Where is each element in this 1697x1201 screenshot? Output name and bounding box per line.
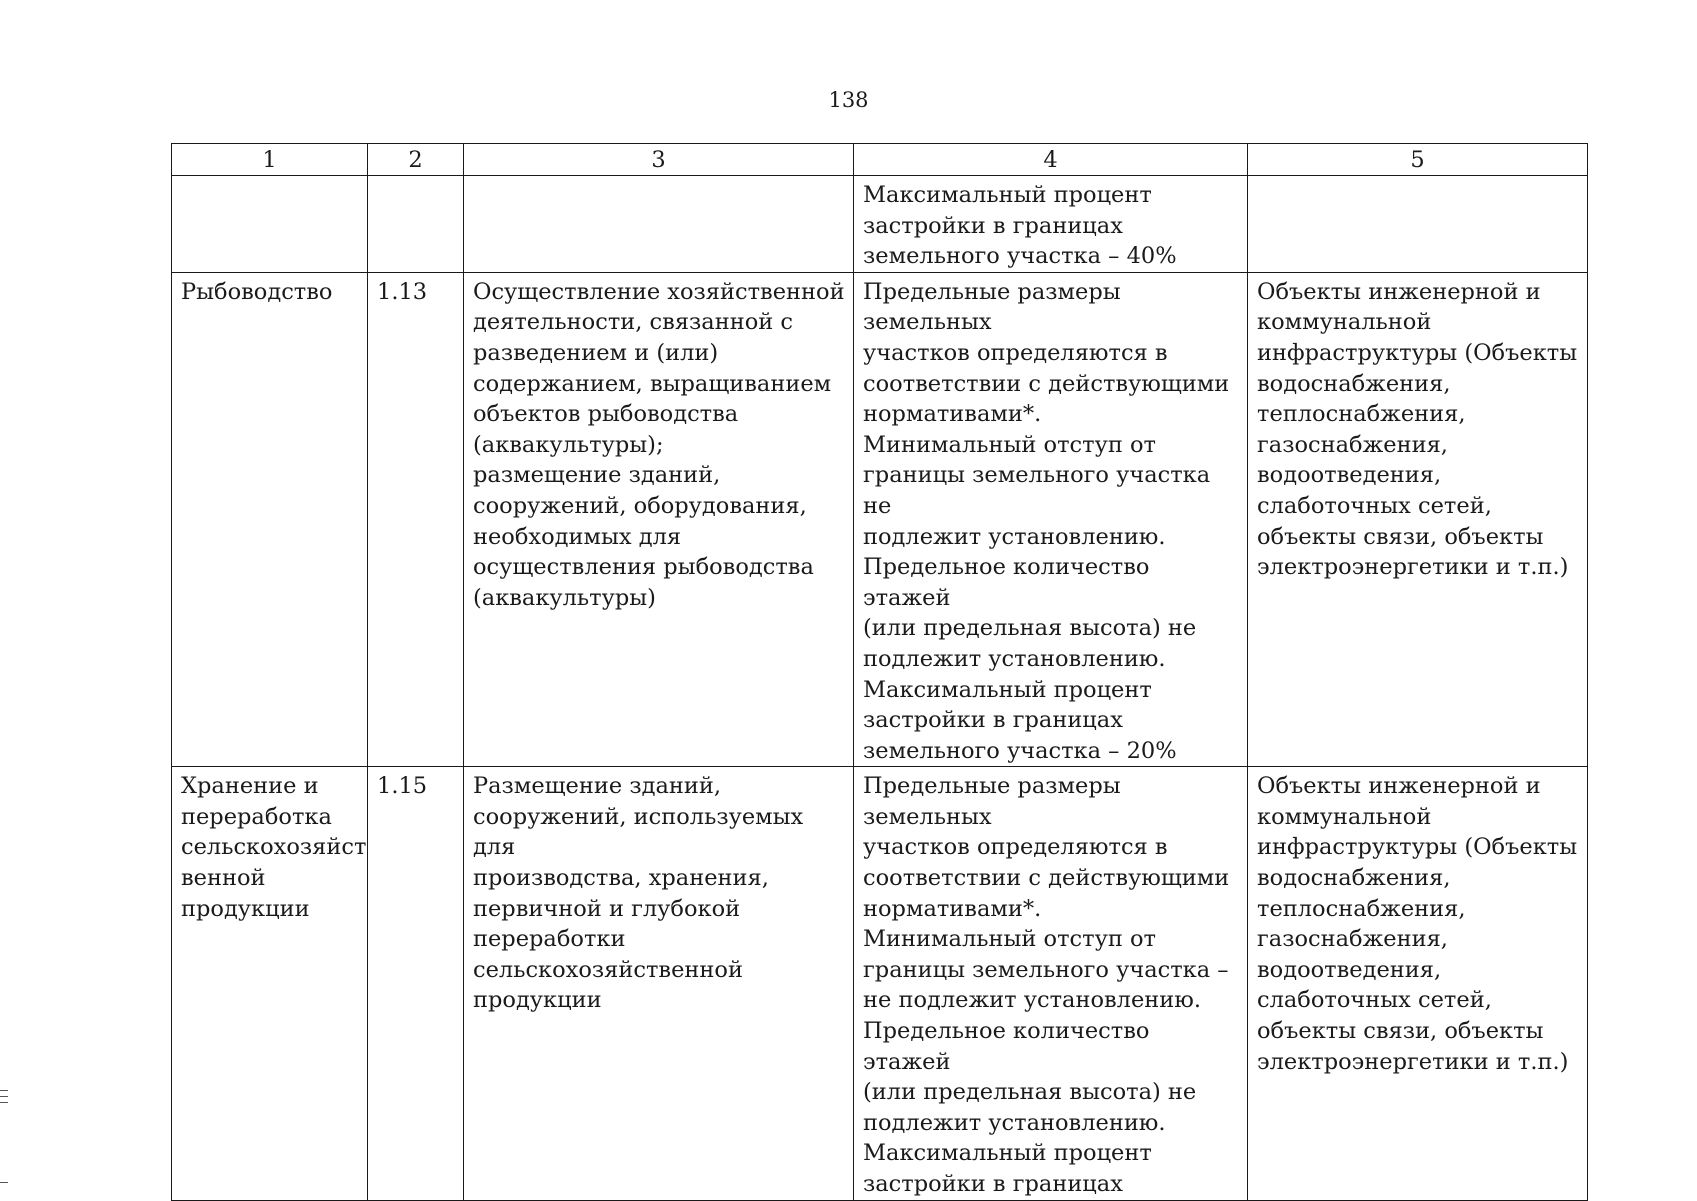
use-type-cell <box>172 176 368 273</box>
table-row <box>172 272 1588 767</box>
use-type-cell: Рыбоводство <box>172 272 368 767</box>
parameters-cell: Максимальный процент застройки в границах земельного участка – 40% <box>854 176 1248 273</box>
parameters-cell: Предельные размеры земельных участков определяются в соответствии с действующими нормативами*. Минимальный отступ от границы земельного участка – не подлежит установлению. Предельное количество этажей (или предельная высота) не подлежит установлению. Максимальный процент застройки в границах <box>854 767 1248 1200</box>
header-cell-1: 1 <box>172 144 368 176</box>
page-number: 138 <box>828 88 869 112</box>
code-cell: 1.15 <box>368 767 464 1200</box>
table-row <box>172 767 1588 1200</box>
scan-edge-mark <box>0 1102 8 1103</box>
description-cell <box>464 176 854 273</box>
scan-edge-mark <box>0 1182 8 1183</box>
header-cell-2: 2 <box>368 144 464 176</box>
description-cell: Размещение зданий, сооружений, используемых для производства, хранения, первичной и глубокой переработки сельскохозяйственной продукции <box>464 767 854 1200</box>
code-cell: 1.13 <box>368 272 464 767</box>
header-cell-4: 4 <box>854 144 1248 176</box>
header-row <box>172 144 1588 176</box>
scan-edge-mark <box>0 1096 8 1097</box>
auxiliary-objects-cell <box>1248 176 1588 273</box>
use-type-cell: Хранение и переработка сельскохозяйст венной продукции <box>172 767 368 1200</box>
scan-edge-mark <box>0 1090 8 1091</box>
header-cell-5: 5 <box>1248 144 1588 176</box>
parameters-cell: Предельные размеры земельных участков определяются в соответствии с действующими нормативами*. Минимальный отступ от границы земельного участка не подлежит установлению. Предельное количество этажей (или предельная высота) не подлежит установлению. Максимальный процент застройки в границах земельного участка – 20% <box>854 272 1248 767</box>
description-cell: Осуществление хозяйственной деятельности, связанной с разведением и (или) содержанием, выращиванием объектов рыбоводства (аквакультуры); размещение зданий, сооружений, оборудования, необходимых для осуществления рыбоводства (аквакультуры) <box>464 272 854 767</box>
table-row <box>172 176 1588 273</box>
zoning-table <box>171 143 1588 1201</box>
header-cell-3: 3 <box>464 144 854 176</box>
code-cell <box>368 176 464 273</box>
auxiliary-objects-cell: Объекты инженерной и коммунальной инфраструктуры (Объекты водоснабжения, теплоснабжения, газоснабжения, водоотведения, слаботочных сетей, объекты связи, объекты электроэнергетики и т.п.) <box>1248 767 1588 1200</box>
auxiliary-objects-cell: Объекты инженерной и коммунальной инфраструктуры (Объекты водоснабжения, теплоснабжения, газоснабжения, водоотведения, слаботочных сетей, объекты связи, объекты электроэнергетики и т.п.) <box>1248 272 1588 767</box>
